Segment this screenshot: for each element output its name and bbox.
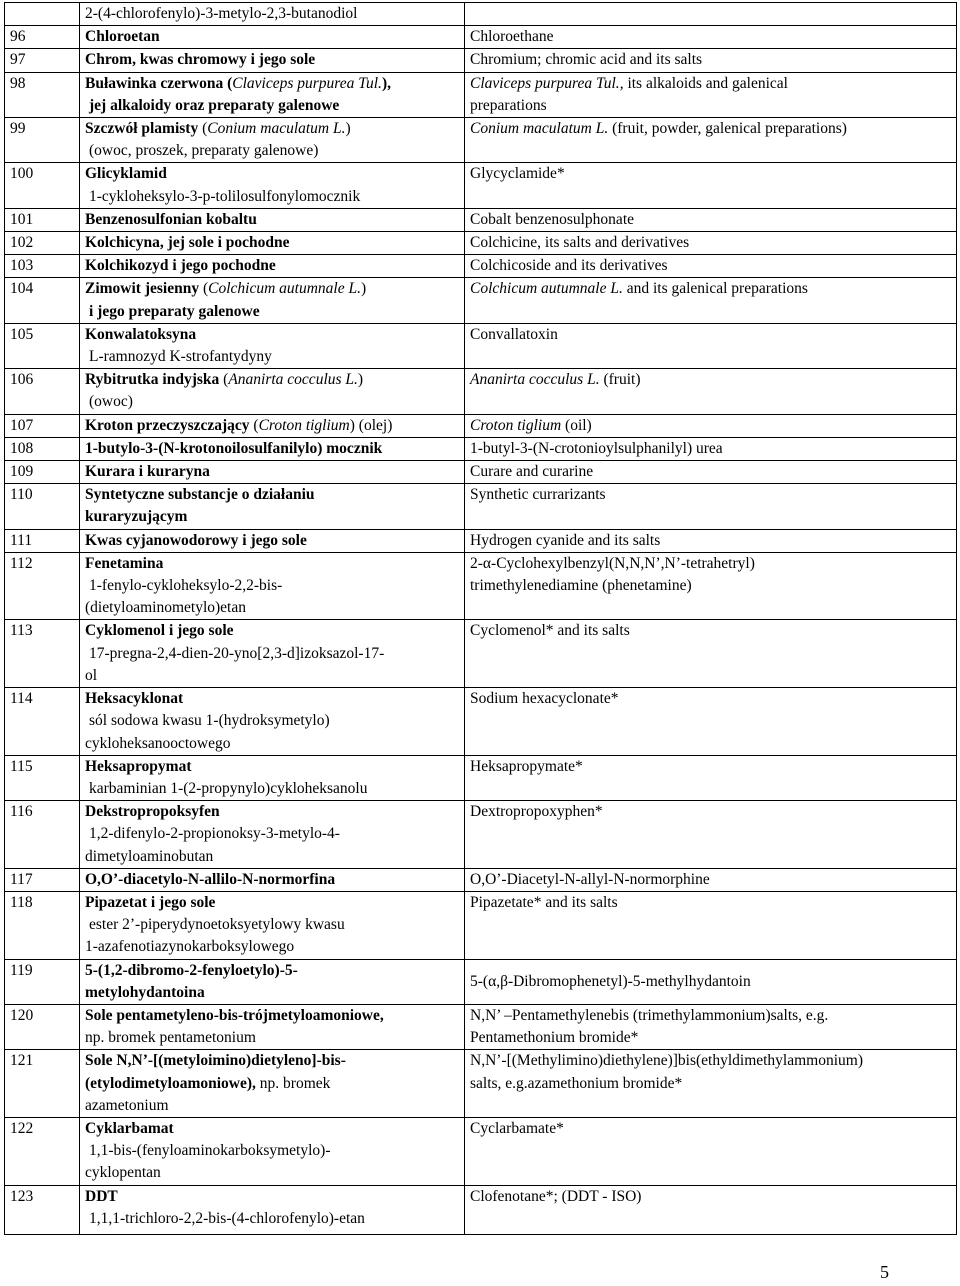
english-name: Curare and curarine	[465, 461, 957, 484]
table-row	[5, 208, 957, 231]
table-row	[5, 755, 957, 800]
polish-description-cont: cykloheksanooctowego	[85, 734, 231, 752]
polish-name-cell	[80, 3, 465, 26]
polish-name: Dekstropropoksyfen	[85, 803, 220, 821]
polish-description: 1,1-bis-(fenyloaminokarboksymetylo)-	[89, 1142, 331, 1160]
table-row	[5, 801, 957, 869]
row-number: 121	[5, 1050, 80, 1118]
english-name-cell	[465, 3, 957, 26]
row-number: 119	[5, 959, 80, 1004]
row-number: 115	[5, 755, 80, 800]
table-row	[5, 3, 957, 26]
polish-description-cont: (dietyloaminometylo)etan	[85, 599, 246, 617]
row-number: 99	[5, 118, 80, 163]
polish-name: Glicyklamid	[85, 165, 167, 183]
polish-description: i jego preparaty galenowe	[89, 302, 260, 320]
polish-description: 1-fenylo-cykloheksylo-2,2-bis-	[89, 577, 283, 595]
row-number: 116	[5, 801, 80, 869]
table-row	[5, 323, 957, 368]
table-row	[5, 49, 957, 72]
english-name: Colchicum autumnale L. and its galenical preparations	[470, 280, 808, 298]
english-name: O,O’-Diacetyl-N-allyl-N-normorphine	[465, 868, 957, 891]
english-name: Claviceps purpurea Tul., its alkaloids and galenical	[470, 74, 788, 92]
table-row	[5, 369, 957, 414]
english-name-cont: preparations	[470, 96, 547, 114]
polish-description: 17-pregna-2,4-dien-20-yno[2,3-d]izoksazol-17-	[89, 644, 385, 662]
substance-table	[4, 2, 957, 1235]
polish-name: Buławinka czerwona (Claviceps purpurea Tul.),	[85, 74, 391, 92]
english-name: 1-butyl-3-(N-crotonioylsulphanilyl) urea	[465, 437, 957, 460]
english-name: 2-α-Cyclohexylbenzyl(N,N,N’,N’-tetrahetryl)	[470, 554, 755, 572]
table-row	[5, 959, 957, 1004]
english-name: Cyclarbamate*	[465, 1117, 957, 1185]
polish-name: Cyklarbamat	[85, 1119, 174, 1137]
english-name: Convallatoxin	[465, 323, 957, 368]
polish-name: Kwas cyjanowodorowy i jego sole	[85, 531, 307, 549]
table-row	[5, 118, 957, 163]
english-name: Synthetic currarizants	[465, 484, 957, 529]
polish-name: O,O’-diacetylo-N-allilo-N-normorfina	[85, 870, 336, 888]
page-number: 5	[880, 1262, 889, 1282]
english-name: Colchicine, its salts and derivatives	[465, 232, 957, 255]
polish-description: np. bromek pentametonium	[85, 1029, 256, 1047]
polish-name: DDT	[85, 1187, 118, 1205]
row-number: 111	[5, 529, 80, 552]
row-number: 102	[5, 232, 80, 255]
polish-description-cont: 1-azafenotiazynokarboksylowego	[85, 938, 295, 956]
row-number: 103	[5, 255, 80, 278]
table-row	[5, 529, 957, 552]
polish-name: Zimowit jesienny (Colchicum autumnale L.)	[85, 280, 367, 298]
row-number: 123	[5, 1185, 80, 1234]
table-row	[5, 1185, 957, 1234]
english-name: N,N’-[(Methylimino)diethylene)]bis(ethyldimethylammonium)	[470, 1052, 864, 1070]
polish-name: Fenetamina	[85, 554, 164, 572]
polish-name: Chloroetan	[85, 28, 160, 46]
row-number: 114	[5, 688, 80, 756]
english-name: Chloroethane	[465, 26, 957, 49]
polish-name-cont: metylohydantoina	[85, 983, 205, 1001]
polish-name: Sole pentametyleno-bis-trójmetyloamoniowe,	[85, 1006, 384, 1024]
polish-description: karbaminian 1-(2-propynylo)cykloheksanolu	[89, 779, 368, 797]
english-name: 5-(α,β-Dibromophenetyl)-5-methylhydantoin	[465, 959, 957, 1004]
table-row	[5, 1004, 957, 1049]
row-number: 112	[5, 552, 80, 620]
row-number: 110	[5, 484, 80, 529]
polish-description: 1,1,1-trichloro-2,2-bis-(4-chlorofenylo)-etan	[89, 1209, 365, 1227]
table-row	[5, 255, 957, 278]
polish-name: Heksapropymat	[85, 757, 192, 775]
row-number: 120	[5, 1004, 80, 1049]
polish-description: L-ramnozyd K-strofantydyny	[89, 348, 272, 366]
english-name-cont: salts, e.g.azamethonium bromide*	[470, 1074, 683, 1092]
table-row	[5, 26, 957, 49]
row-number: 107	[5, 414, 80, 437]
english-name: Pipazetate* and its salts	[465, 891, 957, 959]
polish-description: azametonium	[85, 1096, 169, 1114]
polish-name: Benzenosulfonian kobaltu	[85, 210, 257, 228]
table-row	[5, 72, 957, 117]
polish-name: Szczwół plamisty (Conium maculatum L.)	[85, 120, 351, 138]
table-row	[5, 414, 957, 437]
polish-name: Heksacyklonat	[85, 690, 184, 708]
polish-name: 2-(4-chlorofenylo)-3-metylo-2,3-butanodiol	[85, 5, 358, 22]
polish-name: Cyklomenol i jego sole	[85, 622, 234, 640]
polish-description-cont: dimetyloaminobutan	[85, 847, 214, 865]
row-number: 101	[5, 208, 80, 231]
polish-name: Sole N,N’-[(metyloimino)dietyleno]-bis-	[85, 1052, 346, 1070]
row-number: 106	[5, 369, 80, 414]
polish-name: Kurara i kuraryna	[85, 463, 210, 481]
row-number: 96	[5, 26, 80, 49]
english-name: Clofenotane*; (DDT - ISO)	[465, 1185, 957, 1234]
row-number: 118	[5, 891, 80, 959]
table-row	[5, 163, 957, 208]
polish-name: Kolchicyna, jej sole i pochodne	[85, 234, 290, 252]
polish-name: Syntetyczne substancje o działaniu	[85, 486, 315, 504]
row-number: 108	[5, 437, 80, 460]
english-name: Conium maculatum L. (fruit, powder, galenical preparations)	[470, 120, 847, 138]
table-row	[5, 620, 957, 688]
polish-name: Konwalatoksyna	[85, 325, 197, 343]
polish-description: 1,2-difenylo-2-propionoksy-3-metylo-4-	[89, 825, 340, 843]
row-number: 97	[5, 49, 80, 72]
polish-name: 1-butylo-3-(N-krotonoilosulfanilylo) mocznik	[85, 439, 383, 457]
polish-description: 1-cykloheksylo-3-p-tolilosulfonylomocznik	[89, 187, 361, 205]
english-name: N,N’ –Pentamethylenebis (trimethylammonium)salts, e.g.	[470, 1006, 829, 1024]
row-number: 104	[5, 278, 80, 323]
table-row	[5, 1050, 957, 1118]
polish-description: (owoc, proszek, preparaty galenowe)	[89, 142, 319, 160]
english-name: Sodium hexacyclonate*	[465, 688, 957, 756]
english-name: Dextropropoxyphen*	[465, 801, 957, 869]
english-name: Colchicoside and its derivatives	[465, 255, 957, 278]
table-row	[5, 552, 957, 620]
row-number: 117	[5, 868, 80, 891]
english-name: Heksapropymate*	[465, 755, 957, 800]
row-number: 98	[5, 72, 80, 117]
row-number: 105	[5, 323, 80, 368]
table-row	[5, 232, 957, 255]
english-name: Hydrogen cyanide and its salts	[465, 529, 957, 552]
row-number: 122	[5, 1117, 80, 1185]
table-row	[5, 278, 957, 323]
english-name: Ananirta cocculus L. (fruit)	[470, 371, 641, 389]
polish-name-cont: kuraryzującym	[85, 508, 188, 526]
polish-name: Chrom, kwas chromowy i jego sole	[85, 51, 316, 69]
polish-description: ester 2’-piperydynoetoksyetylowy kwasu	[89, 916, 345, 934]
row-number: 100	[5, 163, 80, 208]
polish-name-cont: (etylodimetyloamoniowe), np. bromek	[85, 1074, 331, 1092]
polish-name: 5-(1,2-dibromo-2-fenyloetylo)-5-	[85, 961, 298, 979]
polish-name: Rybitrutka indyjska (Ananirta cocculus L.)	[85, 371, 364, 389]
row-number: 109	[5, 461, 80, 484]
table-row	[5, 688, 957, 756]
polish-description: jej alkaloidy oraz preparaty galenowe	[89, 96, 340, 114]
english-name: Cobalt benzenosulphonate	[465, 208, 957, 231]
polish-description-cont: ol	[85, 666, 98, 684]
row-number: 113	[5, 620, 80, 688]
polish-description-cont: cyklopentan	[85, 1164, 161, 1182]
english-name-cont: trimethylenediamine (phenetamine)	[470, 577, 692, 595]
row-number-cell	[5, 3, 80, 26]
table-row	[5, 891, 957, 959]
table-row	[5, 484, 957, 529]
polish-description: sól sodowa kwasu 1-(hydroksymetylo)	[89, 712, 330, 730]
table-row	[5, 1117, 957, 1185]
polish-name: Kroton przeczyszczający (Croton tiglium) (olej)	[85, 416, 393, 434]
english-name: Glycyclamide*	[465, 163, 957, 208]
polish-name: Kolchikozyd i jego pochodne	[85, 257, 276, 275]
table-row	[5, 437, 957, 460]
english-name: Chromium; chromic acid and its salts	[465, 49, 957, 72]
table-row	[5, 461, 957, 484]
english-name: Croton tiglium (oil)	[470, 416, 592, 434]
english-name: Cyclomenol* and its salts	[465, 620, 957, 688]
table-row	[5, 868, 957, 891]
english-name-cont: Pentamethonium bromide*	[470, 1029, 639, 1047]
polish-description: (owoc)	[89, 393, 133, 411]
polish-name: Pipazetat i jego sole	[85, 893, 216, 911]
